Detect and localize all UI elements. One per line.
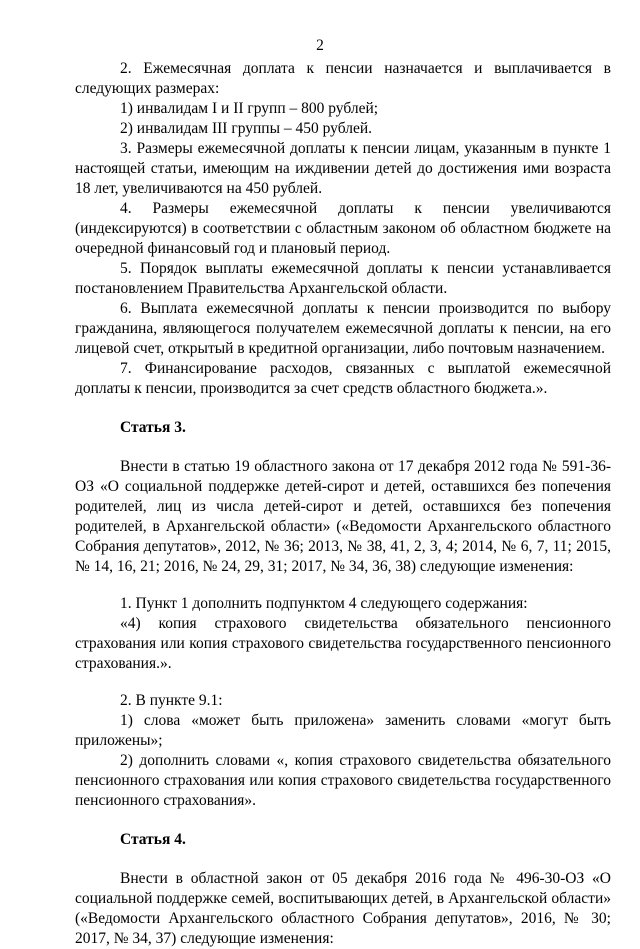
paragraph-7: 7. Финансирование расходов, связанных с выплатой ежемесячной доплаты к пенсии, производится за счет средств областного бюджета.». bbox=[75, 360, 611, 397]
paragraph-4: 4. Размеры ежемесячной доплаты к пенсии увеличиваются (индексируются) в соответствии с областным законом об областном бюджете на очередной финансовый год и плановый период. bbox=[75, 200, 611, 257]
article-3-item-1-text: «4) копия страхового свидетельства обязательного пенсионного страхования или копия страхового свидетельства государственного пенсионного страхования.». bbox=[75, 615, 611, 672]
paragraph-2: 2. Ежемесячная доплата к пенсии назначается и выплачивается в следующих размерах: bbox=[75, 60, 611, 97]
article-3-item-2-sub-1: 1) слова «может быть приложена» заменить словами «могут быть приложены»; bbox=[75, 712, 611, 749]
article-3-item-2-sub-2: 2) дополнить словами «, копия страхового свидетельства обязательного пенсионного страхования или копия страхового свидетельства государственного пенсионного страхования». bbox=[75, 752, 611, 809]
paragraph-2-item-2: 2) инвалидам III группы – 450 рублей. bbox=[120, 120, 373, 137]
article-4-intro: Внести в областной закон от 05 декабря 2016 года № 496-30-ОЗ «О социальной поддержке семей, воспитывающих детей, в Архангельской области» («Ведомости Архангельского областного Собрания депутатов», 2016, № 30; 2017, № 34, 37) следующие изменения: bbox=[75, 870, 611, 947]
article-3-item-1: 1. Пункт 1 дополнить подпунктом 4 следующего содержания: bbox=[120, 595, 528, 612]
paragraph-3: 3. Размеры ежемесячной доплаты к пенсии лицам, указанным в пункте 1 настоящей статьи, имеющим на иждивении детей до достижения ими возраста 18 лет, увеличиваются на 450 рублей. bbox=[75, 140, 611, 197]
article-3-intro: Внести в статью 19 областного закона от 17 декабря 2012 года № 591-36-ОЗ «О социальной поддержке детей-сирот и детей, оставшихся без попечения родителей, лиц из числа детей-сирот и детей, оставшихся без попечения родителей, в Архангельской области» («Ведомости Архангельского областного Собрания депутатов», 2012, № 36; 2013, № 38, 41, 2, 3, 4; 2014, № 6, 7, 11; 2015, № 14, 16, 21; 2016, № 24, 29, 31; 2017, № 34, 36, 38) следующие изменения: bbox=[75, 458, 611, 575]
document-body bbox=[75, 59, 611, 949]
page-number: 2 bbox=[316, 37, 324, 54]
article-3-item-2: 2. В пункте 9.1: bbox=[120, 692, 223, 709]
paragraph-6: 6. Выплата ежемесячной доплаты к пенсии производится по выбору гражданина, являющегося получателем ежемесячной доплаты к пенсии, на его лицевой счет, открытый в кредитной организации, либо почтовым назначением. bbox=[75, 300, 611, 357]
article-4-heading: Статья 4. bbox=[120, 831, 186, 848]
paragraph-5: 5. Порядок выплаты ежемесячной доплаты к пенсии устанавливается постановлением Правительства Архангельской области. bbox=[75, 260, 611, 297]
paragraph-2-item-1: 1) инвалидам I и II групп – 800 рублей; bbox=[120, 100, 379, 117]
article-3-heading: Статья 3. bbox=[120, 419, 186, 436]
